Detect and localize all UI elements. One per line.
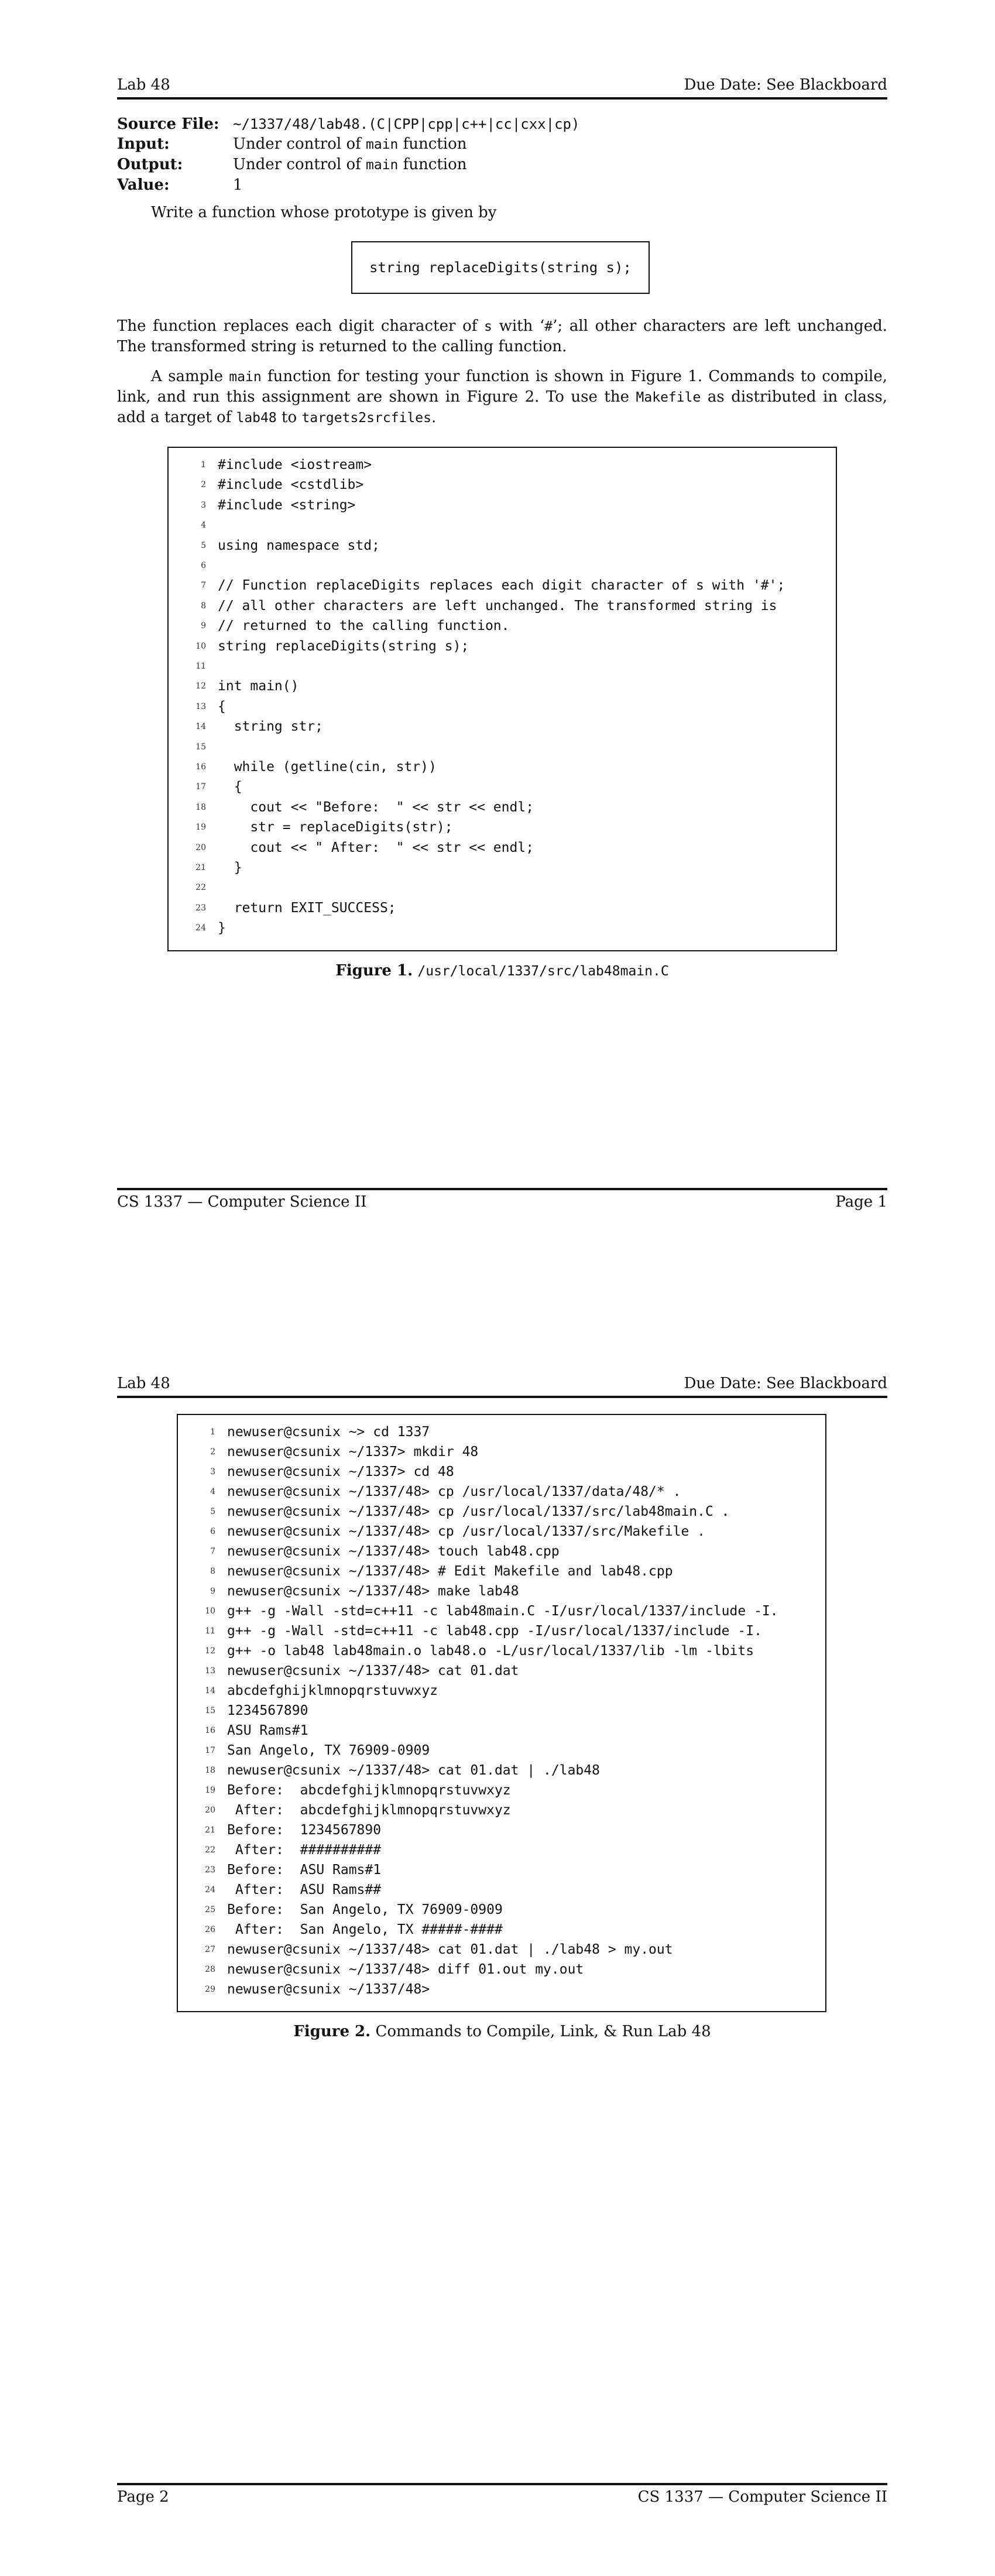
code-text: #include <string>: [218, 497, 356, 513]
code-text: return EXIT_SUCCESS;: [218, 900, 396, 916]
code-text: }: [218, 860, 242, 875]
line-number: 24: [205, 1885, 215, 1895]
code-line: [178, 1780, 511, 1800]
code-line: [178, 1621, 762, 1641]
code-text: {: [218, 698, 226, 714]
code-text: #include <cstdlib>: [218, 477, 364, 493]
line-number: 23: [195, 903, 206, 913]
code-line: [178, 1979, 430, 1999]
code-text: newuser@csunix ~> cd 1337: [227, 1424, 430, 1440]
code-line: [169, 656, 218, 676]
code-line: [169, 596, 777, 616]
terminal-session-figure2: [177, 1414, 826, 2012]
code-line: [178, 1920, 503, 1940]
code-listing-figure1: [167, 447, 837, 951]
code-line: [178, 1442, 478, 1462]
line-number: 9: [201, 621, 206, 631]
line-number: 3: [210, 1467, 215, 1477]
footer-left: CS 1337 — Computer Science II: [117, 1193, 367, 1211]
code-text: abcdefghijklmnopqrstuvwxyz: [227, 1683, 438, 1698]
line-number: 3: [201, 500, 206, 510]
code-line: [169, 475, 363, 495]
line-number: 13: [195, 701, 206, 711]
line-number: 7: [201, 581, 206, 591]
code-text: newuser@csunix ~/1337> mkdir 48: [227, 1444, 479, 1460]
header-right: Due Date: See Blackboard: [684, 76, 887, 94]
line-number: 6: [201, 561, 206, 570]
code-line: [178, 1641, 754, 1661]
meta-value: Value: 1: [117, 176, 243, 194]
code-line: [169, 918, 226, 938]
code-line: [178, 1462, 454, 1482]
line-number: 13: [205, 1666, 215, 1676]
header-rule: [117, 97, 887, 100]
line-number: 5: [210, 1507, 215, 1516]
code-text: newuser@csunix ~/1337/48> touch lab48.cpp: [227, 1544, 560, 1559]
line-number: 1: [210, 1427, 215, 1437]
code-text: while (getline(cin, str)): [218, 759, 437, 775]
line-number: 29: [205, 1985, 215, 1994]
code-text: newuser@csunix ~/1337/48> # Edit Makefile and lab48.cpp: [227, 1564, 673, 1579]
line-number: 14: [195, 722, 206, 732]
line-number: 15: [205, 1706, 215, 1715]
prototype-code: string replaceDigits(string s);: [369, 259, 632, 276]
line-number: 12: [195, 681, 206, 691]
line-number: 9: [210, 1587, 215, 1596]
line-number: 8: [201, 601, 206, 611]
code-text: #include <iostream>: [218, 457, 372, 472]
code-line: [178, 1422, 430, 1442]
code-text: newuser@csunix ~/1337/48>: [227, 1982, 430, 1997]
line-number: 21: [205, 1825, 215, 1835]
line-number: 2: [210, 1447, 215, 1457]
header-rule: [117, 1396, 887, 1398]
line-number: 16: [205, 1726, 215, 1735]
line-number: 20: [205, 1806, 215, 1815]
code-line: [169, 898, 396, 918]
line-number: 6: [210, 1527, 215, 1536]
code-text: newuser@csunix ~/1337/48> diff 01.out my.out: [227, 1962, 584, 1977]
code-text: using namespace std;: [218, 537, 380, 553]
line-number: 2: [201, 480, 206, 490]
intro-text: Write a function whose prototype is given by: [151, 204, 497, 221]
line-number: 4: [201, 520, 206, 530]
code-text: cout << "Before: " << str << endl;: [218, 799, 534, 815]
code-text: }: [218, 920, 226, 936]
figure2-caption: Figure 2. Commands to Compile, Link, & Run Lab 48: [293, 2023, 711, 2040]
code-line: [178, 1880, 381, 1900]
code-line: [178, 1800, 511, 1820]
code-line: [178, 1522, 705, 1542]
code-text: ASU Rams#1: [227, 1723, 308, 1738]
line-number: 22: [205, 1845, 215, 1855]
footer-right: CS 1337 — Computer Science II: [637, 2488, 887, 2506]
code-line: [169, 878, 218, 898]
code-text: // all other characters are left unchanged. The transformed string is: [218, 598, 777, 614]
header-right: Due Date: See Blackboard: [684, 1375, 887, 1392]
code-text: 1234567890: [227, 1703, 308, 1718]
header-left: Lab 48: [117, 1375, 170, 1392]
code-line: [169, 576, 785, 595]
code-text: {: [218, 779, 242, 795]
code-line: [169, 817, 453, 837]
code-line: [178, 1681, 438, 1701]
code-line: [178, 1601, 778, 1621]
line-number: 28: [205, 1965, 215, 1974]
code-line: [169, 515, 218, 535]
code-line: [169, 797, 534, 817]
line-number: 18: [205, 1766, 215, 1775]
code-text: After: San Angelo, TX #####-####: [227, 1922, 503, 1937]
line-number: 4: [210, 1487, 215, 1496]
code-text: After: ASU Rams##: [227, 1882, 382, 1897]
code-text: After: abcdefghijklmnopqrstuvwxyz: [227, 1803, 511, 1818]
meta-output: Output: Under control of main function: [117, 156, 467, 173]
line-number: 1: [201, 460, 206, 470]
code-text: Before: San Angelo, TX 76909-0909: [227, 1902, 503, 1917]
description-paragraph: The function replaces each digit character of s with ‘#’; all other characters are left unchanged. The transformed string is returned to the calling function.: [117, 317, 887, 355]
code-text: Before: 1234567890: [227, 1823, 382, 1838]
code-text: After: ##########: [227, 1842, 382, 1858]
code-line: [169, 737, 218, 757]
footer-right: Page 1: [835, 1193, 887, 1211]
code-line: [178, 1860, 381, 1880]
code-line: [169, 676, 298, 696]
line-number: 17: [205, 1746, 215, 1755]
code-line: [178, 1561, 673, 1581]
code-text: newuser@csunix ~/1337/48> cat 01.dat | ./lab48 > my.out: [227, 1942, 673, 1957]
line-number: 12: [205, 1646, 215, 1656]
code-line: [169, 495, 355, 515]
line-number: 17: [195, 782, 206, 792]
line-number: 26: [205, 1925, 215, 1934]
code-line: [169, 536, 380, 556]
line-number: 7: [210, 1547, 215, 1556]
line-number: 21: [195, 863, 206, 872]
page2-header: [117, 1375, 887, 1392]
code-text: newuser@csunix ~/1337/48> cp /usr/local/1337/data/48/* .: [227, 1484, 681, 1499]
code-text: newuser@csunix ~/1337/48> cat 01.dat | ./lab48: [227, 1763, 600, 1778]
code-text: g++ -o lab48 lab48main.o lab48.o -L/usr/local/1337/lib -lm -lbits: [227, 1643, 754, 1659]
code-text: Before: ASU Rams#1: [227, 1862, 382, 1878]
code-line: [178, 1820, 381, 1840]
line-number: 10: [195, 641, 206, 651]
code-text: San Angelo, TX 76909-0909: [227, 1743, 430, 1758]
code-line: [178, 1760, 600, 1780]
code-line: [169, 757, 437, 777]
code-line: [169, 455, 372, 475]
line-number: 19: [205, 1786, 215, 1795]
footer-left: Page 2: [117, 2488, 169, 2506]
line-number: 14: [205, 1686, 215, 1695]
header-left: Lab 48: [117, 76, 170, 94]
code-text: // returned to the calling function.: [218, 618, 510, 634]
code-text: newuser@csunix ~/1337> cd 48: [227, 1464, 454, 1479]
page2-footer: [117, 2488, 887, 2506]
code-line: [169, 697, 226, 717]
meta-source-file: Source File: ~/1337/48/lab48.(C|CPP|cpp|c++|cc|cxx|cp): [117, 115, 580, 133]
line-number: 5: [201, 540, 206, 550]
line-number: 18: [195, 802, 206, 812]
line-number: 19: [195, 823, 206, 833]
code-text: newuser@csunix ~/1337/48> cat 01.dat: [227, 1663, 519, 1678]
code-text: newuser@csunix ~/1337/48> cp /usr/local/1337/src/Makefile .: [227, 1524, 705, 1539]
code-text: int main(): [218, 679, 299, 694]
prototype-box: [351, 241, 650, 294]
code-line: [178, 1940, 673, 1960]
line-number: 25: [205, 1905, 215, 1914]
page1-footer: [117, 1193, 887, 1211]
code-text: cout << " After: " << str << endl;: [218, 840, 534, 855]
line-number: 11: [195, 662, 206, 671]
code-line: [169, 556, 218, 576]
code-line: [178, 1960, 584, 1979]
assignment-meta: [117, 114, 579, 195]
figure1-caption: Figure 1. /usr/local/1337/src/lab48main.C: [335, 962, 669, 979]
footer-rule: [117, 2483, 887, 2485]
line-number: 23: [205, 1865, 215, 1875]
code-line: [178, 1840, 381, 1860]
code-line: [169, 616, 510, 636]
code-text: // Function replaceDigits replaces each digit character of s with '#';: [218, 578, 785, 594]
code-text: str = replaceDigits(str);: [218, 820, 453, 835]
instructions-paragraph: A sample main function for testing your function is shown in Figure 1. Commands to compile, link, and run this assignment are shown in Figure 2. To use the Makefile as distributed in class, add a target of lab48 to targets2srcfiles.: [117, 368, 888, 426]
code-text: string str;: [218, 719, 324, 735]
code-line: [169, 636, 469, 656]
code-text: newuser@csunix ~/1337/48> make lab48: [227, 1584, 519, 1599]
line-number: 10: [205, 1606, 215, 1616]
code-line: [169, 838, 534, 858]
code-line: [178, 1502, 730, 1522]
code-text: newuser@csunix ~/1337/48> cp /usr/local/1337/src/lab48main.C .: [227, 1504, 730, 1519]
code-line: [169, 717, 323, 737]
line-number: 8: [210, 1567, 215, 1576]
code-line: [169, 777, 242, 797]
footer-rule: [117, 1188, 887, 1190]
code-line: [178, 1542, 560, 1561]
code-line: [178, 1900, 503, 1920]
code-line: [178, 1661, 519, 1681]
code-line: [178, 1721, 308, 1741]
meta-input: Input: Under control of main function: [117, 135, 467, 153]
code-text: g++ -g -Wall -std=c++11 -c lab48.cpp -I/usr/local/1337/include -I.: [227, 1623, 762, 1639]
line-number: 27: [205, 1945, 215, 1954]
code-line: [178, 1482, 681, 1502]
code-line: [178, 1701, 308, 1721]
code-line: [178, 1741, 430, 1760]
page1-header: [117, 76, 887, 94]
code-text: g++ -g -Wall -std=c++11 -c lab48main.C -I/usr/local/1337/include -I.: [227, 1604, 778, 1619]
line-number: 22: [195, 883, 206, 893]
code-line: [169, 858, 242, 878]
line-number: 20: [195, 842, 206, 852]
line-number: 24: [195, 923, 206, 933]
code-line: [178, 1581, 519, 1601]
line-number: 16: [195, 762, 206, 772]
code-text: string replaceDigits(string s);: [218, 638, 469, 654]
code-text: Before: abcdefghijklmnopqrstuvwxyz: [227, 1783, 511, 1798]
line-number: 15: [195, 742, 206, 752]
line-number: 11: [205, 1626, 215, 1636]
